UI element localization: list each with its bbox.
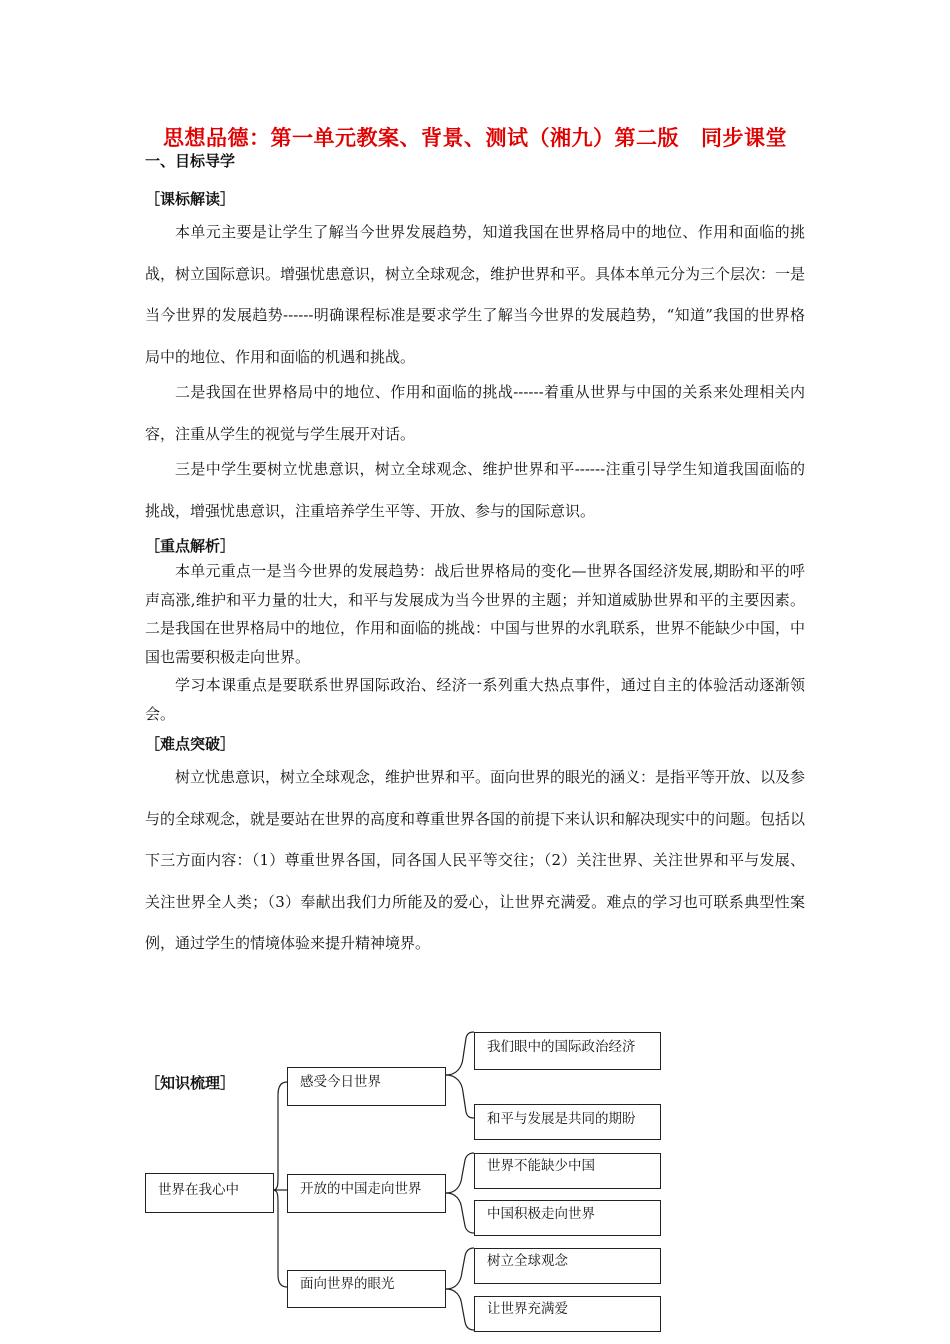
brace-3-lower (446, 1289, 474, 1330)
key-points-paragraph-1: 本单元重点一是当今世界的发展趋势：战后世界格局的变化—世界各国经济发展,期盼和平的呼声高涨,维护和平力量的壮大，和平与发展成为当今世界的主题；并知道威胁世界和平的主要因素。二是我国在世界格局中的地位，作用和面临的挑战：中国与世界的水乳联系，世界不能缺少中国，中国也需要积极走向世界。 (145, 562, 806, 666)
curriculum-paragraph-3: 三是中学生要树立忧患意识，树立全球观念、维护世界和平------注重引导学生知道我国面临的挑战，增强忧患意识，注重培养学生平等、开放、参与的国际意识。 (145, 460, 805, 520)
tree-leaf-1-1: 我们眼中的国际政治经济 (474, 1032, 661, 1070)
root-brace-lower (273, 1190, 287, 1287)
title-main: 思想品德：第一单元教案、背景、测试（湘九）第二版 (163, 126, 679, 150)
heading-difficulties: ［难点突破］ (145, 735, 236, 753)
curriculum-paragraph-1: 本单元主要是让学生了解当今世界发展趋势，知道我国在世界格局中的地位、作用和面临的挑战，树立国际意识。增强忧患意识，树立全球观念，维护世界和平。具体本单元分为三个层次：一是当今世界的发展趋势------明确课程标准是要求学生了解当今世界的发展趋势，“知道”我国的世界格局中的地位、作用和面临的机遇和挑战。 (145, 223, 806, 366)
brace-1-upper (446, 1032, 474, 1075)
brace-1-lower (446, 1075, 474, 1118)
brace-2-upper (446, 1153, 474, 1193)
root-brace-upper (273, 1082, 287, 1190)
tree-root: 世界在我心中 (145, 1173, 274, 1213)
key-points-paragraph-2: 学习本课重点是要联系世界国际政治、经济一系列重大热点事件，通过自主的体验活动逐渐领会。 (145, 676, 805, 723)
brace-3-upper (446, 1248, 474, 1289)
tree-leaf-2-2: 中国积极走向世界 (474, 1200, 661, 1236)
heading-key-points: ［重点解析］ (145, 537, 236, 555)
tree-leaf-3-2: 让世界充满爱 (474, 1296, 661, 1332)
section-heading-goals: 一、目标导学 (145, 152, 236, 170)
curriculum-paragraph-2: 二是我国在世界格局中的地位、作用和面临的挑战------着重从世界与中国的关系来处理相关内容，注重从学生的视觉与学生展开对话。 (145, 383, 805, 443)
tree-branch-1: 感受今日世界 (287, 1067, 446, 1106)
difficulties-paragraph: 树立忧患意识，树立全球观念，维护世界和平。面向世界的眼光的涵义：是指平等开放、以及参与的全球观念，就是要站在世界的高度和尊重世界各国的前提下来认识和解决现实中的问题。包括以下三方面内容：（1）尊重世界各国，同各国人民平等交往；（2）关注世界、关注世界和平与发展、关注世界全人类；（3）奉献出我们力所能及的爱心，让世界充满爱。难点的学习也可联系典型性案例，通过学生的情境体验来提升精神境界。 (145, 768, 806, 952)
tree-leaf-2-1: 世界不能缺少中国 (474, 1153, 661, 1189)
title-suffix: 同步课堂 (701, 126, 787, 150)
tree-leaf-1-2: 和平与发展是共同的期盼 (474, 1104, 661, 1140)
heading-curriculum: ［课标解读］ (145, 190, 236, 208)
tree-branch-3: 面向世界的眼光 (287, 1270, 446, 1308)
brace-2-lower (446, 1193, 474, 1233)
heading-knowledge: ［知识梳理］ (145, 1074, 236, 1092)
tree-branch-2: 开放的中国走向世界 (287, 1174, 446, 1213)
tree-leaf-3-1: 树立全球观念 (474, 1248, 661, 1284)
